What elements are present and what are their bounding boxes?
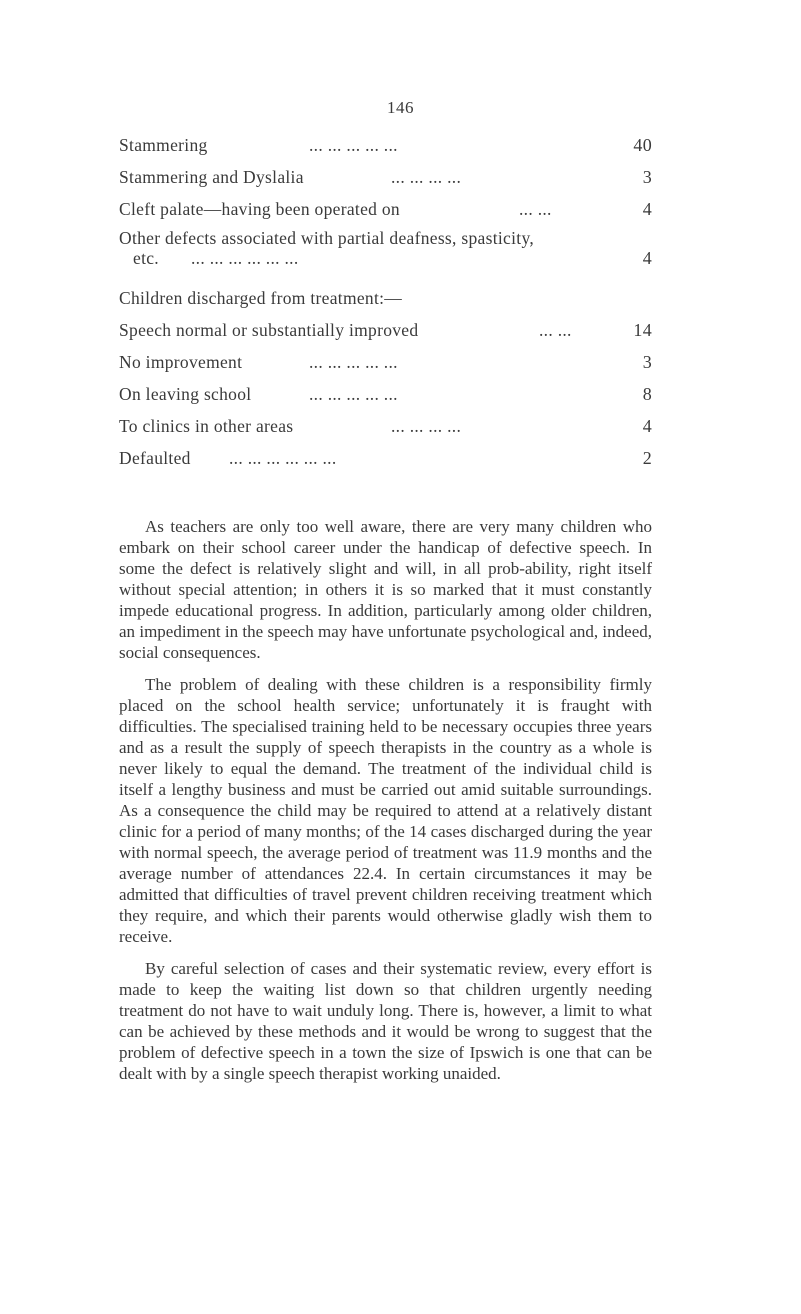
row-value: 4 [642, 199, 652, 219]
row-value: 2 [642, 448, 652, 468]
list-item-label-line [119, 228, 652, 250]
list-item [119, 416, 652, 438]
row-label: Defaulted [119, 448, 191, 468]
row-label: Speech normal or substantially improved [119, 320, 419, 340]
row-value: 3 [642, 352, 652, 372]
dot-leader: ... ... ... ... ... ... [229, 448, 337, 468]
dot-leader: ... ... [539, 320, 572, 340]
discharged-heading: Children discharged from treatment:— [119, 288, 403, 308]
dot-leader: ... ... ... ... ... [309, 352, 398, 372]
row-label: No improvement [119, 352, 243, 372]
row-value: 3 [642, 167, 652, 187]
list-item [119, 320, 652, 342]
row-value: 40 [633, 135, 652, 155]
list-item [119, 352, 652, 374]
list-row-wrapper [119, 199, 652, 221]
row-label: Stammering [119, 135, 208, 155]
row-label: Cleft palate—having been operated on [119, 199, 400, 219]
row-label: Stammering and Dyslalia [119, 167, 304, 187]
dot-leader: ... ... ... ... [391, 167, 462, 187]
row-value: 14 [633, 320, 652, 340]
list-row-wrapper [119, 448, 652, 470]
row-label: On leaving school [119, 384, 252, 404]
row-value: 8 [642, 384, 652, 404]
list-row-wrapper [119, 352, 652, 374]
row-value: 4 [642, 416, 652, 436]
list-item [119, 167, 652, 189]
list-item [119, 448, 652, 470]
list-row-wrapper [119, 167, 652, 189]
list-row-wrapper [119, 416, 652, 438]
list-row-wrapper [119, 384, 652, 406]
paragraph: The problem of dealing with these children is a responsibility firmly placed on the school health service; unfortunately it is fraught with difficulties. The specialised training held to be necessary occupies three years and as a result the supply of speech therapists in the country as a whole is never likely to equal the demand. The treatment of the individual child is itself a lengthy business and must be carried out amid suitable surroundings. As a consequence the child may be required to attend at a relatively distant clinic for a period of many months; of the 14 cases discharged during the year with normal speech, the average period of treatment was 11.9 months and the average number of attendances 22.4. In certain circumstances it may be admitted that difficulties of travel prevent children receiving treatment which they require, and which their parents would otherwise gladly wish them to receive. [119, 675, 652, 946]
list-item [119, 384, 652, 406]
dot-leader: ... ... ... ... ... [309, 135, 398, 155]
paragraph: By careful selection of cases and their systematic review, every effort is made to keep the waiting list down so that children urgently needing treatment do not have to wait unduly long. There is, however, a limit to what can be achieved by these methods and it would be wrong to suggest that the problem of defective speech in a town the size of Ipswich is one that can be dealt with by a single speech therapist working unaided. [119, 959, 652, 1083]
list-item [119, 135, 652, 157]
treatment-category-list [119, 135, 652, 157]
body-text [119, 516, 652, 1095]
dot-leader: ... ... ... ... [391, 416, 462, 436]
row-label-line1: Other defects associated with partial deafness, spasticity, [119, 228, 535, 248]
page-number: 146 [387, 98, 414, 117]
dot-leader: ... ... [519, 199, 552, 219]
list-row-wrapper [119, 320, 652, 342]
row-label: etc. [133, 248, 159, 268]
paragraph: As teachers are only too well aware, there are very many children who embark on their school career under the handicap of defective speech. In some the defect is relatively slight and will, in all prob-ability, right itself without special attention; in others it is so marked that it must constantly impede educational progress. In addition, particularly among older children, an impediment in the speech may have unfortunate psychological and, indeed, social consequences. [119, 517, 652, 662]
row-value: 4 [642, 248, 652, 268]
row-label: To clinics in other areas [119, 416, 294, 436]
list-row-wrapper [119, 228, 652, 250]
dot-leader: ... ... ... ... ... [309, 384, 398, 404]
list-item [119, 199, 652, 221]
dot-leader: ... ... ... ... ... ... [191, 248, 299, 268]
list-item [119, 248, 652, 270]
list-row-wrapper [119, 248, 652, 270]
